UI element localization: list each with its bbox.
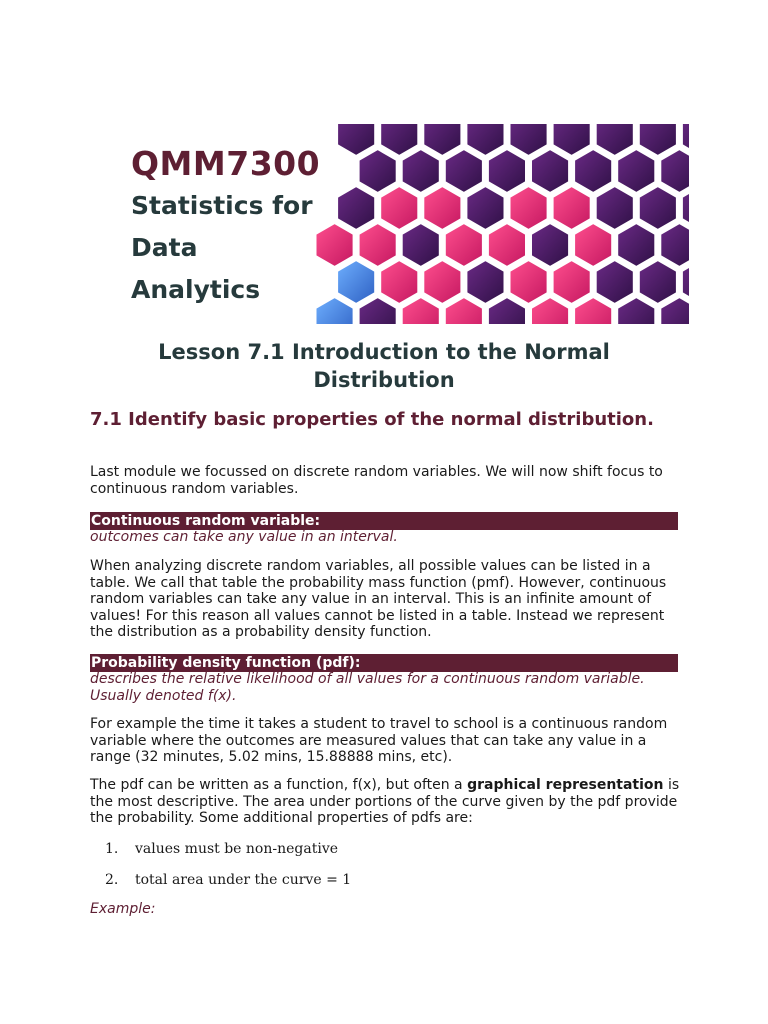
hexagon-tile xyxy=(660,149,689,193)
hexagon-tile xyxy=(402,223,440,267)
hexagon-tile xyxy=(596,186,634,230)
hexagon-tile xyxy=(380,186,418,230)
hexagon-tile xyxy=(617,149,655,193)
hexagon-tile xyxy=(316,297,354,324)
graph-paragraph-start: The pdf can be written as a function, f(x), but often a xyxy=(90,777,468,793)
list-text: values must be non-negative xyxy=(135,841,339,857)
pmf-paragraph: When analyzing discrete random variables, all possible values can be listed in a table. We call that table the probability mass function (pmf). However, continuous random variables can take any value in an interval. This is an infinite amount of values! For this reason all values cannot be listed in a table. Instead we represent the distribution as a probability density function. xyxy=(90,558,667,640)
course-subtitle-line-1: Statistics for xyxy=(131,191,313,220)
hexagon-tile xyxy=(488,297,526,324)
hexagon-grid xyxy=(313,124,689,324)
hexagon-tile xyxy=(466,260,504,304)
lesson-title: Lesson 7.1 Introduction to the Normal Distribution xyxy=(158,340,610,392)
hexagon-tile xyxy=(510,260,548,304)
hexagon-tile xyxy=(574,149,612,193)
hexagon-tile xyxy=(510,124,548,156)
example-label: Example: xyxy=(90,901,156,917)
hexagon-tile xyxy=(359,223,397,267)
hexagon-tile xyxy=(510,186,548,230)
course-subtitle-line-3: Analytics xyxy=(131,275,261,304)
hexagon-tile xyxy=(423,186,461,230)
hexagon-tile xyxy=(466,124,504,156)
hexagon-tile xyxy=(682,186,689,230)
list-text: total area under the curve = 1 xyxy=(135,872,352,888)
hexagon-tile xyxy=(380,260,418,304)
list-number: 2. xyxy=(105,872,119,888)
definition-term-bar: Continuous random variable: xyxy=(90,512,678,530)
hexagon-tile xyxy=(574,223,612,267)
section-heading: 7.1 Identify basic properties of the normal distribution. xyxy=(90,409,654,430)
hexagon-tile xyxy=(553,260,591,304)
hexagon-tile xyxy=(617,297,655,324)
hexagon-tile xyxy=(639,124,677,156)
pdf-term-bar: Probability density function (pdf): xyxy=(90,654,678,672)
hexagon-tile xyxy=(639,260,677,304)
hexagon-tile xyxy=(423,260,461,304)
hexagon-tile xyxy=(445,297,483,324)
banner-title-block xyxy=(131,144,320,310)
graph-paragraph-bold: graphical representation xyxy=(467,777,664,793)
intro-paragraph: Last module we focussed on discrete random variables. We will now shift focus to continuous random variables. xyxy=(90,464,663,497)
pdf-definition-text: describes the relative likelihood of all values for a continuous random variable. Usually denoted f(x). xyxy=(90,671,645,704)
hexagon-tile xyxy=(639,186,677,230)
hexagon-tile xyxy=(337,186,375,230)
hexagon-tile xyxy=(337,124,375,156)
hexagon-tile xyxy=(445,223,483,267)
course-subtitle-line-2: Data xyxy=(131,233,198,262)
hexagon-tile xyxy=(380,124,418,156)
hexagon-tile xyxy=(359,149,397,193)
hexagon-tile xyxy=(337,260,375,304)
hexagon-light-art xyxy=(313,124,689,324)
graph-paragraph xyxy=(90,777,680,827)
hexagon-tile xyxy=(316,223,354,267)
course-banner xyxy=(103,124,689,324)
hexagon-tile xyxy=(445,149,483,193)
hexagon-tile xyxy=(488,149,526,193)
hexagon-tile xyxy=(682,260,689,304)
hexagon-tile xyxy=(466,186,504,230)
hexagon-tile xyxy=(617,223,655,267)
hexagon-tile xyxy=(359,297,397,324)
hexagon-tile xyxy=(423,124,461,156)
hexagon-tile xyxy=(531,149,569,193)
list-item xyxy=(105,872,665,889)
hexagon-tile xyxy=(596,124,634,156)
example-paragraph: For example the time it takes a student to travel to school is a continuous random variable where the outcomes are measured values that can take any value in a range (32 minutes, 5.02 mins, 15.88888 mins, etc). xyxy=(90,716,668,765)
hexagon-tile xyxy=(596,260,634,304)
hexagon-tile xyxy=(488,223,526,267)
hexagon-tile xyxy=(553,186,591,230)
hexagon-tile xyxy=(531,223,569,267)
list-number: 1. xyxy=(105,841,119,857)
hexagon-tile xyxy=(402,297,440,324)
list-item xyxy=(105,841,665,858)
hexagon-tile xyxy=(660,223,689,267)
hexagon-tile xyxy=(402,149,440,193)
hexagon-tile xyxy=(553,124,591,156)
graph-paragraph-end: is the most descriptive. The area under portions of the curve given by the pdf provide the probability. Some additional properties of pdfs are: xyxy=(90,777,680,826)
hexagon-tile xyxy=(531,297,569,324)
definition-text: outcomes can take any value in an interval. xyxy=(90,529,398,545)
course-code: QMM7300 xyxy=(131,144,321,183)
hexagon-tile xyxy=(574,297,612,324)
